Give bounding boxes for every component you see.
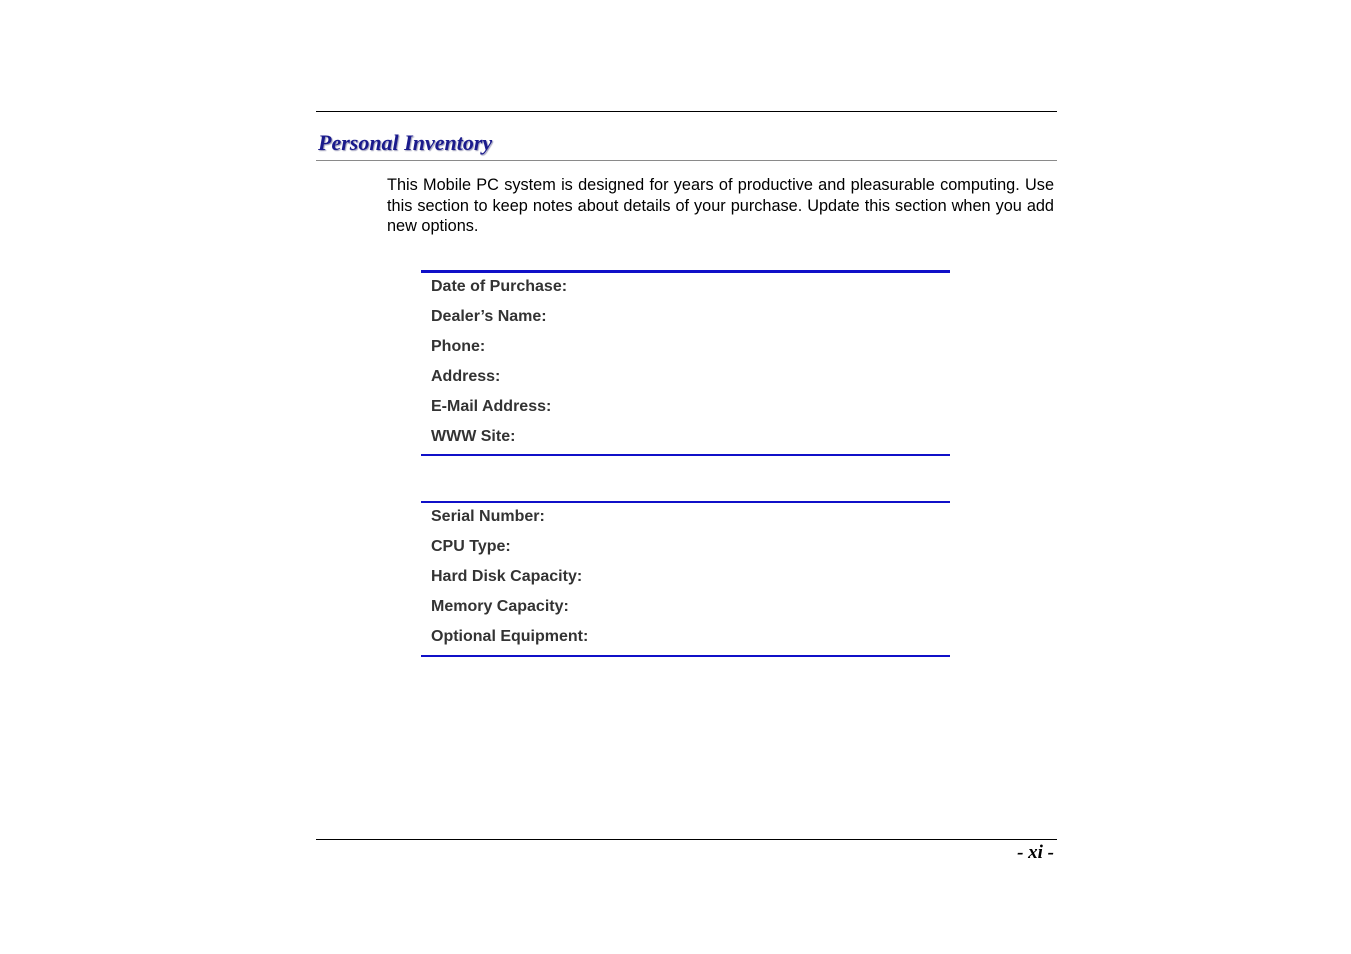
system-info-fields <box>421 502 950 652</box>
system-info-form <box>421 501 950 657</box>
purchase-info-fields <box>421 272 950 452</box>
field-date-of-purchase: Date of Purchase: <box>431 278 568 295</box>
field-www-site: WWW Site: <box>431 428 516 445</box>
system-info-bottom-rule <box>421 655 950 657</box>
footer-rule <box>316 839 1057 840</box>
field-hard-disk-capacity: Hard Disk Capacity: <box>431 568 583 585</box>
field-address: Address: <box>431 368 501 385</box>
page-number: - xi - <box>1017 842 1054 863</box>
intro-text: This Mobile PC system is designed for years of productive and pleasurable computing. Use this section to keep notes about details of your purchase. Update this section when you add new options. <box>387 176 1054 235</box>
header-rule <box>316 111 1057 112</box>
field-memory-capacity: Memory Capacity: <box>431 598 569 615</box>
purchase-info-form <box>421 270 950 456</box>
field-email-address: E-Mail Address: <box>431 398 552 415</box>
field-dealers-name: Dealer’s Name: <box>431 308 547 325</box>
intro-paragraph <box>387 175 1054 237</box>
field-optional-equipment: Optional Equipment: <box>431 628 589 645</box>
section-title: Personal Inventory <box>318 130 493 155</box>
title-underline <box>316 160 1057 161</box>
field-serial-number: Serial Number: <box>431 508 545 525</box>
field-cpu-type: CPU Type: <box>431 538 511 555</box>
purchase-info-bottom-rule <box>421 454 950 456</box>
field-phone: Phone: <box>431 338 486 355</box>
